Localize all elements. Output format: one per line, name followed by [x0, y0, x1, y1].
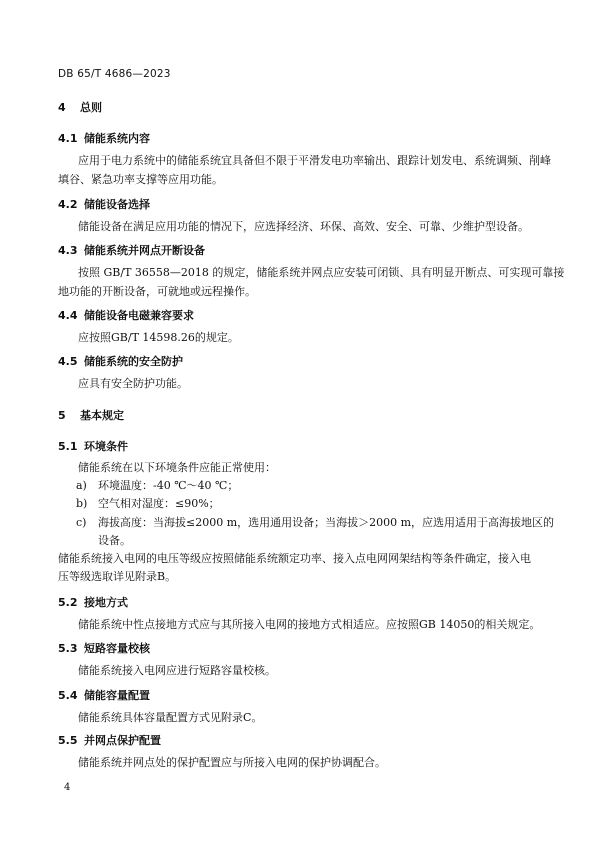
section-title: 环境条件 [84, 440, 128, 453]
section-4-4-heading [58, 307, 194, 323]
section-5-5-heading [58, 732, 161, 748]
page-number: 4 [64, 782, 71, 793]
section-number: 5.1 [58, 440, 78, 453]
list-marker: b) [76, 497, 88, 510]
section-title: 接地方式 [84, 596, 128, 609]
paragraph-line: 储能系统接入电网应进行短路容量校核。 [78, 664, 276, 677]
section-4-2-heading [58, 196, 150, 212]
section-number: 5.3 [58, 642, 78, 655]
section-title: 储能容量配置 [84, 689, 150, 702]
section-title: 总则 [80, 101, 102, 114]
section-4-heading [58, 99, 102, 115]
section-5-1-heading [58, 438, 128, 454]
paragraph-line: 地功能的开断设备，可就地或远程操作。 [58, 285, 256, 298]
list-item-text: 环境温度：-40 ℃～40 ℃； [98, 479, 239, 492]
paragraph-line: 应按照GB/T 14598.26的规定。 [78, 331, 239, 344]
list-item [76, 494, 220, 513]
section-number: 5 [58, 409, 66, 422]
section-number: 4 [58, 101, 66, 114]
section-title: 短路容量校核 [84, 642, 150, 655]
section-5-heading [58, 407, 124, 423]
section-number: 5.2 [58, 596, 78, 609]
section-number: 4.3 [58, 244, 78, 257]
section-4-1-heading [58, 130, 150, 146]
section-title: 储能设备电磁兼容要求 [84, 309, 194, 322]
document-code-header: DB 65/T 4686—2023 [58, 68, 171, 80]
paragraph-line: 应用于电力系统中的储能系统宜具备但不限于平滑发电功率输出、跟踪计划发电、系统调频、削峰 [78, 154, 551, 167]
section-title: 基本规定 [80, 409, 124, 422]
section-title: 储能系统内容 [84, 132, 150, 145]
section-5-2-heading [58, 594, 128, 610]
list-marker: a) [76, 479, 87, 492]
paragraph-line: 储能系统接入电网的电压等级应按照储能系统额定功率、接入点电网网架结构等条件确定，接入电 [58, 552, 531, 565]
section-number: 5.4 [58, 689, 78, 702]
paragraph-line: 储能系统中性点接地方式应与其所接入电网的接地方式相适应。应按照GB 14050的相关规定。 [78, 618, 541, 631]
section-5-4-heading [58, 687, 150, 703]
paragraph-line: 应具有安全防护功能。 [78, 377, 188, 390]
paragraph-line: 压等级选取详见附录B。 [58, 570, 177, 583]
section-title: 储能系统并网点开断设备 [84, 244, 205, 257]
list-marker: c) [76, 516, 87, 529]
list-item-continuation: 设备。 [98, 534, 131, 547]
section-number: 4.4 [58, 309, 78, 322]
paragraph-line: 按照 GB/T 36558—2018 的规定，储能系统并网点应安装可闭锁、具有明显开断点、可实现可靠接 [78, 266, 565, 279]
section-number: 4.2 [58, 198, 78, 211]
section-title: 储能系统的安全防护 [84, 355, 183, 368]
section-number: 5.5 [58, 734, 78, 747]
paragraph-line: 储能设备在满足应用功能的情况下，应选择经济、环保、高效、安全、可靠、少维护型设备。 [78, 220, 529, 233]
section-4-5-heading [58, 353, 183, 369]
section-number: 4.1 [58, 132, 78, 145]
section-number: 4.5 [58, 355, 78, 368]
paragraph-line: 填谷、紧急功率支撑等应用功能。 [58, 173, 223, 186]
section-title: 并网点保护配置 [84, 734, 161, 747]
section-4-3-heading [58, 242, 205, 258]
list-item [76, 476, 238, 495]
list-item [76, 513, 554, 532]
paragraph-line: 储能系统在以下环境条件应能正常使用： [78, 461, 276, 474]
section-title: 储能设备选择 [84, 198, 150, 211]
list-item-text: 空气相对湿度：≤90%； [98, 497, 220, 510]
paragraph-line: 储能系统具体容量配置方式见附录C。 [78, 711, 263, 724]
paragraph-line: 储能系统并网点处的保护配置应与所接入电网的保护协调配合。 [78, 756, 386, 769]
list-item-text: 海拔高度：当海拔≤2000 m，选用通用设备；当海拔＞2000 m，应选用适用于高海拔地区的 [98, 516, 555, 529]
section-5-3-heading [58, 640, 150, 656]
